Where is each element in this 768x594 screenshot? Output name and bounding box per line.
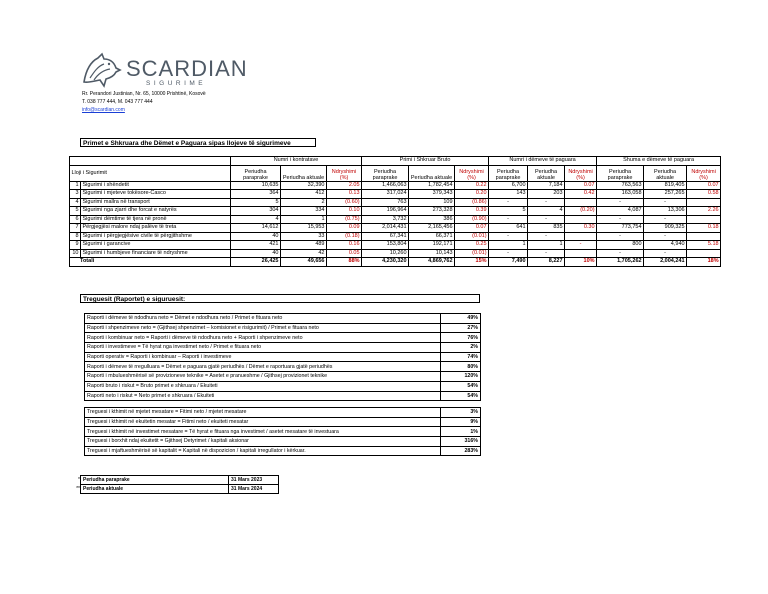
period-curr-header: Periudha aktuale bbox=[281, 165, 327, 181]
ratio-row bbox=[85, 372, 481, 382]
row-number: 1 bbox=[70, 181, 81, 190]
value-cell: 1,782,454 bbox=[409, 181, 455, 190]
value-cell: 763,563 bbox=[597, 181, 644, 190]
change-cell: (0.01) bbox=[455, 232, 489, 241]
value-cell: 163,058 bbox=[597, 190, 644, 199]
change-cell: 0.42 bbox=[565, 190, 597, 199]
row-number: 6 bbox=[70, 215, 81, 224]
ratio-label: Treguesi i kthimit në ekuitetin mesatar = Fitimi neto / ekuiteti mesatar bbox=[85, 417, 441, 427]
value-cell: 379,343 bbox=[409, 190, 455, 199]
insurance-type: Sigurimi mallra në transport bbox=[81, 198, 231, 207]
change-cell: 0.39 bbox=[455, 207, 489, 216]
value-cell: 42 bbox=[281, 249, 327, 258]
ratio-label: Raporti i dëmeve të ndodhura neto = Dëmet e ndodhura neto / Primet e fituara neto bbox=[85, 314, 441, 324]
value-cell: 763 bbox=[362, 198, 409, 207]
change-cell: (0.18) bbox=[327, 232, 362, 241]
row-number: 9 bbox=[70, 241, 81, 250]
value-cell: - bbox=[597, 249, 644, 258]
value-cell: 273,328 bbox=[409, 207, 455, 216]
total-label: Totali bbox=[70, 258, 231, 267]
change-header: Ndryshimi (%) bbox=[687, 165, 721, 181]
change-cell: 0.13 bbox=[327, 190, 362, 199]
value-cell: - bbox=[644, 198, 687, 207]
ratio-label: Raporti i mbulueshmërisë së provizioneve teknike = Asetet e pranueshme / Gjithsej provizionet teknike bbox=[85, 372, 441, 382]
period-mark: ** bbox=[76, 485, 80, 492]
row-number: 8 bbox=[70, 232, 81, 241]
insurance-type: Sigurimi i përgjegjësive civile të përgjithshme bbox=[81, 232, 231, 241]
total-value-cell: 1,705,262 bbox=[597, 258, 644, 267]
griffin-icon bbox=[80, 52, 124, 88]
change-cell: (0.86) bbox=[455, 198, 489, 207]
change-cell: (0.20) bbox=[565, 207, 597, 216]
change-cell: (0.01) bbox=[455, 249, 489, 258]
ratio-row bbox=[85, 437, 481, 447]
ratio-value: 54% bbox=[441, 381, 481, 391]
value-cell: - bbox=[489, 249, 528, 258]
table-row bbox=[70, 241, 721, 250]
row-number: 5 bbox=[70, 207, 81, 216]
ratio-value: 120% bbox=[441, 372, 481, 382]
period-prev-header: Periudha paraprake bbox=[231, 165, 281, 181]
value-cell: 6,700 bbox=[489, 181, 528, 190]
total-value-cell: 4,230,320 bbox=[362, 258, 409, 267]
value-cell: 819,405 bbox=[644, 181, 687, 190]
value-cell: - bbox=[489, 198, 528, 207]
value-cell: 773,754 bbox=[597, 224, 644, 233]
ratio-label: Treguesi i kthimit në investimet mesatare = Të hyrat e fituara nga investimet / asetet mesatare të investuara bbox=[85, 427, 441, 437]
change-cell: - bbox=[565, 241, 597, 250]
contact-block bbox=[82, 90, 206, 114]
value-cell: 33 bbox=[281, 232, 327, 241]
total-value-cell: 7,490 bbox=[489, 258, 528, 267]
value-cell: 304 bbox=[231, 207, 281, 216]
total-change-cell: 10% bbox=[565, 258, 597, 267]
change-header: Ndryshimi (%) bbox=[327, 165, 362, 181]
total-value-cell: 26,425 bbox=[231, 258, 281, 267]
value-cell: 10,143 bbox=[409, 249, 455, 258]
period-prev-header: Periudha paraprake bbox=[489, 165, 528, 181]
premiums-table-title: Primet e Shkruara dhe Dëmet e Paguara sipas llojeve të sigurimeve bbox=[80, 138, 316, 147]
ratio-value: 2% bbox=[441, 343, 481, 353]
value-cell: 4,087 bbox=[597, 207, 644, 216]
period-prev-header: Periudha paraprake bbox=[362, 165, 409, 181]
value-cell: 1 bbox=[489, 241, 528, 250]
table-row bbox=[70, 224, 721, 233]
insurance-type: Sigurimi i mjeteve tokësore-Casco bbox=[81, 190, 231, 199]
change-cell: 0.25 bbox=[455, 241, 489, 250]
ratio-row bbox=[85, 417, 481, 427]
ratio-row bbox=[85, 391, 481, 401]
period-mark: * bbox=[78, 477, 80, 483]
change-cell: 0.07 bbox=[687, 181, 721, 190]
company-name: SCARDIAN bbox=[126, 56, 248, 81]
change-cell bbox=[565, 215, 597, 224]
change-cell: 0.58 bbox=[687, 190, 721, 199]
value-cell: 421 bbox=[231, 241, 281, 250]
group-header: Numri i dëmeve të paguara bbox=[489, 157, 597, 166]
change-cell bbox=[687, 232, 721, 241]
period-curr-header: Periudha aktuale bbox=[528, 165, 565, 181]
period-label: Periudha aktuale bbox=[81, 485, 229, 494]
ratio-label: Treguesi i borxhit ndaj ekuitetit = Gjithsej Detyrimet / kapitali aksionar bbox=[85, 437, 441, 447]
table-row bbox=[70, 232, 721, 241]
value-cell: 489 bbox=[281, 241, 327, 250]
ratio-label: Raporti operativ = Raporti i kombinuar – Raporti i investimeve bbox=[85, 352, 441, 362]
change-cell bbox=[687, 215, 721, 224]
value-cell: 2 bbox=[281, 198, 327, 207]
value-cell: - bbox=[644, 232, 687, 241]
value-cell: 192,171 bbox=[409, 241, 455, 250]
value-cell: 40 bbox=[231, 232, 281, 241]
ratio-label: Treguesi i kthimit në mjetet mesatare = Fitimi neto / mjetet mesatare bbox=[85, 408, 441, 418]
total-value-cell: 49,656 bbox=[281, 258, 327, 267]
type-header: Lloji i Sigurimit bbox=[70, 165, 231, 181]
change-cell: (0.75) bbox=[327, 215, 362, 224]
value-cell: - bbox=[528, 198, 565, 207]
change-cell: 0.10 bbox=[327, 207, 362, 216]
ratio-label: Raporti i kombinuar neto = Raporti i dëmeve të ndodhura neto + Raporti i shpenzimeve neto bbox=[85, 333, 441, 343]
table-row bbox=[70, 207, 721, 216]
change-cell: 2.26 bbox=[687, 207, 721, 216]
ratio-row bbox=[85, 408, 481, 418]
value-cell: 3,732 bbox=[362, 215, 409, 224]
total-row bbox=[70, 258, 721, 267]
table-row bbox=[70, 198, 721, 207]
total-change-cell: 18% bbox=[687, 258, 721, 267]
ratio-label: Raporti bruto i riskut = Bruto primet e shkruara / Ekuiteti bbox=[85, 381, 441, 391]
value-cell: - bbox=[528, 215, 565, 224]
ratio-label: Treguesi i mjaftueshmërisë së kapitalit = Kapitali në dispozicion / kapitali irregullator i kërkuar. bbox=[85, 446, 441, 456]
group-header: Shuma e dëmeve të paguara bbox=[597, 157, 721, 166]
value-cell: 5 bbox=[489, 207, 528, 216]
value-cell: - bbox=[597, 198, 644, 207]
value-cell: - bbox=[489, 215, 528, 224]
change-cell bbox=[565, 232, 597, 241]
value-cell: 4,940 bbox=[644, 241, 687, 250]
change-cell: 2.05 bbox=[327, 181, 362, 190]
ratio-value: 80% bbox=[441, 362, 481, 372]
table-row bbox=[70, 181, 721, 190]
premiums-claims-table bbox=[69, 156, 721, 267]
value-cell: 835 bbox=[528, 224, 565, 233]
period-curr-header: Periudha aktuale bbox=[644, 165, 687, 181]
change-cell bbox=[565, 198, 597, 207]
ratios-table-1 bbox=[84, 313, 481, 401]
ratio-label: Raporti i dëmeve të rregulluara = Dëmet e paguara gjatë periudhës / Dëmet e raportuara gjatë periudhës bbox=[85, 362, 441, 372]
ratio-value: 3% bbox=[441, 408, 481, 418]
value-cell: 15,953 bbox=[281, 224, 327, 233]
ratio-value: 76% bbox=[441, 333, 481, 343]
ratio-value: 49% bbox=[441, 314, 481, 324]
table-row bbox=[70, 215, 721, 224]
row-number: 10 bbox=[70, 249, 81, 258]
ratio-row bbox=[85, 323, 481, 333]
change-cell: 0.30 bbox=[565, 224, 597, 233]
value-cell: 66,371 bbox=[409, 232, 455, 241]
ratios-table-2 bbox=[84, 407, 481, 456]
ratio-row bbox=[85, 362, 481, 372]
change-cell: 5.18 bbox=[687, 241, 721, 250]
value-cell: 10,635 bbox=[231, 181, 281, 190]
ratio-label: Raporti neto i riskut = Neto primet e shkruara / Ekuiteti bbox=[85, 391, 441, 401]
row-number: 3 bbox=[70, 190, 81, 199]
value-cell: 1,466,063 bbox=[362, 181, 409, 190]
value-cell: 13,306 bbox=[644, 207, 687, 216]
value-cell: - bbox=[644, 249, 687, 258]
value-cell: - bbox=[528, 249, 565, 258]
insurance-type: Sigurimi dëmtime të tjera në pronë bbox=[81, 215, 231, 224]
value-cell: 67,341 bbox=[362, 232, 409, 241]
value-cell: 412 bbox=[281, 190, 327, 199]
ratio-value: 27% bbox=[441, 323, 481, 333]
change-cell: (0.90) bbox=[455, 215, 489, 224]
change-cell bbox=[687, 249, 721, 258]
value-cell: - bbox=[644, 215, 687, 224]
value-cell: 4 bbox=[528, 207, 565, 216]
insurance-type: Sigurimi nga zjarri dhe forcat e natyrës bbox=[81, 207, 231, 216]
insurance-type: Sigurimi i humbjeve financiare të ndryshme bbox=[81, 249, 231, 258]
total-value-cell: 2,004,241 bbox=[644, 258, 687, 267]
ratio-row bbox=[85, 352, 481, 362]
value-cell: 4 bbox=[231, 215, 281, 224]
value-cell: - bbox=[597, 215, 644, 224]
value-cell: 2,165,456 bbox=[409, 224, 455, 233]
ratios-title: Treguesit (Raportet) e siguruesit: bbox=[80, 294, 480, 303]
value-cell: 7,184 bbox=[528, 181, 565, 190]
company-phone: T. 038 777 444, M. 043 777 444 bbox=[82, 99, 153, 105]
change-cell bbox=[687, 198, 721, 207]
company-subtitle: SIGURIME bbox=[146, 80, 207, 87]
value-cell: 196,964 bbox=[362, 207, 409, 216]
value-cell: 14,612 bbox=[231, 224, 281, 233]
company-email-link[interactable]: info@scardian.com bbox=[82, 107, 125, 113]
value-cell: 153,804 bbox=[362, 241, 409, 250]
value-cell: 800 bbox=[597, 241, 644, 250]
change-cell bbox=[565, 249, 597, 258]
insurance-type: Përgjegjësi malore ndaj palëve të treta bbox=[81, 224, 231, 233]
ratio-label: Raporti i investimeve = Të hyrat nga investimet neto / Primet e fituara neto bbox=[85, 343, 441, 353]
company-address: Rr. Perandori Justinian, Nr. 65, 10000 Prishtinë, Kosovë bbox=[82, 91, 206, 97]
period-label: Periudha paraprake bbox=[81, 476, 229, 485]
total-value-cell: 4,869,762 bbox=[409, 258, 455, 267]
ratio-value: 316% bbox=[441, 437, 481, 447]
change-cell: 0.05 bbox=[327, 249, 362, 258]
value-cell: 364 bbox=[231, 190, 281, 199]
value-cell: 5 bbox=[231, 198, 281, 207]
total-value-cell: 8,227 bbox=[528, 258, 565, 267]
change-cell: 0.18 bbox=[687, 224, 721, 233]
value-cell: 143 bbox=[489, 190, 528, 199]
ratio-value: 1% bbox=[441, 427, 481, 437]
value-cell: - bbox=[597, 232, 644, 241]
ratio-value: 9% bbox=[441, 417, 481, 427]
change-cell: 0.07 bbox=[455, 224, 489, 233]
company-logo bbox=[80, 52, 248, 92]
period-prev-header: Periudha paraprake bbox=[597, 165, 644, 181]
periods-table bbox=[80, 475, 279, 494]
value-cell: - bbox=[528, 232, 565, 241]
change-header: Ndryshimi (%) bbox=[565, 165, 597, 181]
change-cell: 0.22 bbox=[455, 181, 489, 190]
period-curr-header: Periudha aktuale bbox=[409, 165, 455, 181]
ratio-row bbox=[85, 381, 481, 391]
period-row bbox=[81, 485, 279, 494]
group-header: Primi i Shkruar Bruto bbox=[362, 157, 489, 166]
change-cell: 0.16 bbox=[327, 241, 362, 250]
period-row bbox=[81, 476, 279, 485]
ratio-row bbox=[85, 427, 481, 437]
value-cell: 317,024 bbox=[362, 190, 409, 199]
ratio-row bbox=[85, 314, 481, 324]
ratio-row bbox=[85, 333, 481, 343]
value-cell: 386 bbox=[409, 215, 455, 224]
change-cell: 0.07 bbox=[565, 181, 597, 190]
period-value: 31 Mars 2024 bbox=[229, 485, 279, 494]
total-change-cell: 15% bbox=[455, 258, 489, 267]
table-row bbox=[70, 249, 721, 258]
value-cell: 641 bbox=[489, 224, 528, 233]
ratio-row bbox=[85, 446, 481, 456]
value-cell: 257,265 bbox=[644, 190, 687, 199]
change-cell: 0.09 bbox=[327, 224, 362, 233]
value-cell: 909,325 bbox=[644, 224, 687, 233]
value-cell: 10,260 bbox=[362, 249, 409, 258]
value-cell: 2,014,431 bbox=[362, 224, 409, 233]
ratio-value: 74% bbox=[441, 352, 481, 362]
value-cell: 32,390 bbox=[281, 181, 327, 190]
group-header: Numri i kontratave bbox=[231, 157, 362, 166]
value-cell: - bbox=[489, 232, 528, 241]
value-cell: 1 bbox=[281, 215, 327, 224]
insurance-type: Sigurimi i garancive bbox=[81, 241, 231, 250]
ratio-value: 283% bbox=[441, 446, 481, 456]
total-change-cell: 88% bbox=[327, 258, 362, 267]
row-number: 4 bbox=[70, 198, 81, 207]
insurance-type: Sigurimi i shëndetit bbox=[81, 181, 231, 190]
change-cell: 0.20 bbox=[455, 190, 489, 199]
ratio-row bbox=[85, 343, 481, 353]
value-cell: 109 bbox=[409, 198, 455, 207]
ratio-label: Raporti i shpenzimeve neto = (Gjithsej shpenzimet – komisionet e risigurimit) / Primet e fituara neto bbox=[85, 323, 441, 333]
row-number: 7 bbox=[70, 224, 81, 233]
ratio-value: 54% bbox=[441, 391, 481, 401]
value-cell: 40 bbox=[231, 249, 281, 258]
change-cell: (0.60) bbox=[327, 198, 362, 207]
change-header: Ndryshimi (%) bbox=[455, 165, 489, 181]
value-cell: 203 bbox=[528, 190, 565, 199]
period-value: 31 Mars 2023 bbox=[229, 476, 279, 485]
table-row bbox=[70, 190, 721, 199]
value-cell: 334 bbox=[281, 207, 327, 216]
value-cell: 1 bbox=[528, 241, 565, 250]
